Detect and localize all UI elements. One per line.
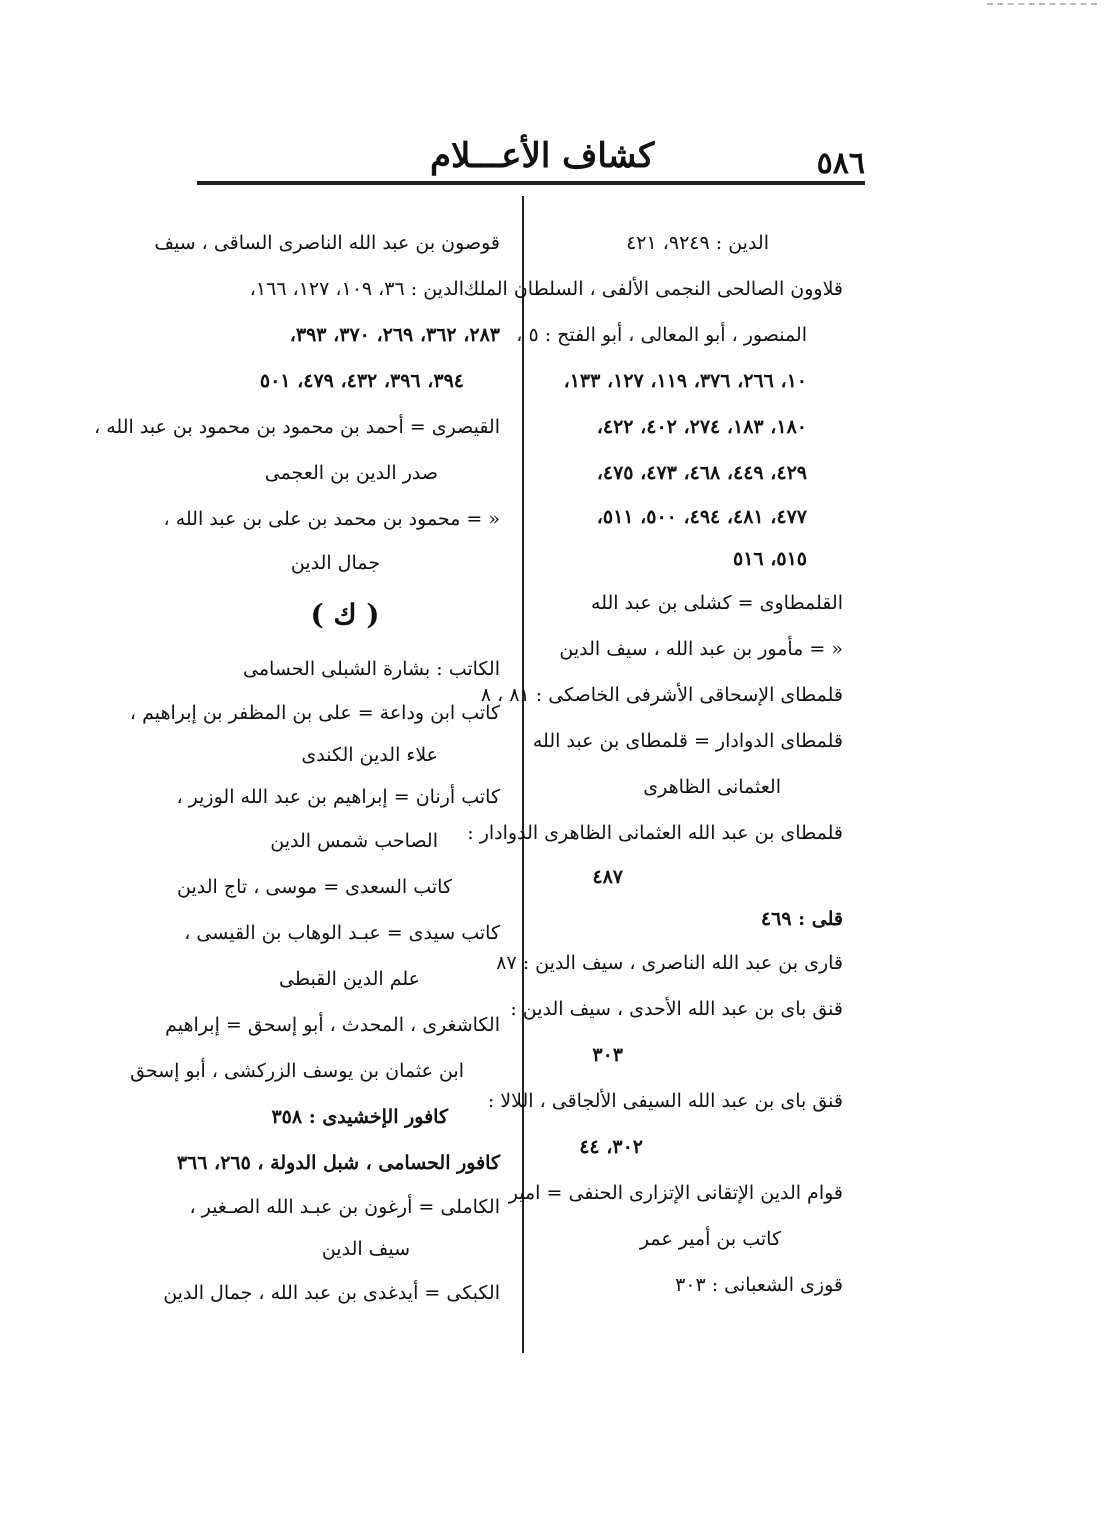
index-line: ٣٠٢، ٤٤ (579, 1136, 643, 1158)
index-entry: « = مأمور بن عبد الله ، سيف الدين (559, 638, 843, 660)
index-line: ١٠، ٢٦٦، ٣٧٦، ١١٩، ١٢٧، ١٣٣، (563, 370, 807, 392)
index-line: الدين : ٩٢٤٩، ٤٢١ (626, 232, 769, 254)
index-entry: « = محمود بن محمد بن على بن عبد الله ، (163, 508, 500, 530)
index-line: ٢٨٣، ٣٦٢، ٢٦٩، ٣٧٠، ٣٩٣، (289, 324, 500, 346)
index-entry: الكبكى = أيدغدى بن عبد الله ، جمال الدين (163, 1282, 500, 1304)
page-title: كشاف الأعـــلام (430, 136, 655, 176)
page-header (195, 134, 865, 182)
index-line: ١٨٠، ١٨٣، ٢٧٤، ٤٠٢، ٤٢٢، (596, 416, 807, 438)
index-line: ابن عثمان بن يوسف الزركشى ، أبو إسحق (130, 1060, 464, 1082)
index-entry: كاتب أرنان = إبراهيم بن عبد الله الوزير ، (176, 786, 500, 808)
index-entry: قارى بن عبد الله الناصرى ، سيف الدين : ٨٧ (496, 952, 843, 974)
index-line: المنصور ، أبو المعالى ، أبو الفتح : ٥ ، (516, 324, 807, 346)
index-entry: كاتب السعدى = موسى ، تاج الدين (177, 876, 452, 898)
index-line: ٤٨٧ (592, 866, 623, 888)
index-entry: الكاتب : بشارة الشبلى الحسامى (243, 658, 500, 680)
index-line: علم الدين القبطى (279, 968, 420, 990)
header-rule (197, 181, 865, 185)
index-line: ٣٠٣ (592, 1044, 623, 1066)
index-entry: قلى : ٤٦٩ (760, 908, 843, 930)
page-number: ٥٨٦ (816, 146, 865, 181)
index-entry: الكاملى = أرغون بن عبـد الله الصـغير ، (189, 1196, 500, 1218)
index-entry: قنق باى بن عبد الله الأحدى ، سيف الدين : (510, 998, 843, 1020)
index-line: ٤٢٩، ٤٤٩، ٤٦٨، ٤٧٣، ٤٧٥، (596, 462, 807, 484)
scan-edge-mark (987, 3, 1097, 11)
section-letter-heading: ( ك ) (310, 598, 380, 631)
index-entry: القيصرى = أحمد بن محمود بن محمود بن عبد الله ، (94, 416, 500, 438)
index-entry: قلمطاى الإسحاقى الأشرفى الخاصكى : ٨١ ، ٨ (480, 684, 843, 706)
index-entry: كافور الإخشيدى : ٣٥٨ (271, 1106, 448, 1128)
index-line: ٣٩٤، ٣٩٦، ٤٣٢، ٤٧٩، ٥٠١ (259, 370, 464, 392)
index-entry: كافور الحسامى ، شبل الدولة ، ٢٦٥، ٣٦٦ (176, 1152, 500, 1174)
index-entry: قوصون بن عبد الله الناصرى الساقى ، سيف (154, 232, 500, 254)
index-line: علاء الدين الكندى (301, 744, 438, 766)
index-entry: قلاوون الصالحى النجمى الألفى ، السلطان الملك (463, 278, 843, 300)
index-entry: الكاشغرى ، المحدث ، أبو إسحق = إبراهيم (165, 1014, 500, 1036)
index-line: ٥١٥، ٥١٦ (733, 548, 807, 570)
index-line: كاتب بن أمير عمر (639, 1228, 781, 1250)
index-entry: قوام الدين الإتقانى الإتزارى الحنفى = امير (508, 1182, 843, 1204)
index-line: الصاحب شمس الدين (270, 830, 438, 852)
index-entry: كاتب ابن وداعة = على بن المظفر بن إبراهيم ، (129, 702, 500, 724)
right-column (463, 220, 843, 1308)
index-line: الدين : ٣٦، ١٠٩، ١٢٧، ١٦٦، (249, 278, 464, 300)
index-line: العثمانى الظاهرى (643, 776, 781, 798)
left-column (94, 220, 500, 1316)
index-line: صدر الدين بن العجمى (264, 462, 438, 484)
index-entry: قنق باى بن عبد الله السيفى الألجاقى ، اللالا : (487, 1090, 843, 1112)
index-line: سيف الدين (321, 1238, 410, 1260)
index-line: ٤٧٧، ٤٨١، ٤٩٤، ٥٠٠، ٥١١، (596, 506, 807, 528)
index-entry: قوزى الشعبانى : ٣٠٣ (675, 1274, 843, 1296)
index-entry: قلمطاى الدوادار = قلمطاى بن عبد الله (532, 730, 843, 752)
index-line: جمال الدين (290, 552, 380, 574)
index-entry: القلمطاوى = كشلى بن عبد الله (591, 592, 843, 614)
index-entry: كاتب سيدى = عبـد الوهاب بن القيسى ، (184, 922, 500, 944)
index-entry: قلمطاى بن عبد الله العثمانى الظاهرى الدوادار : (467, 822, 843, 844)
